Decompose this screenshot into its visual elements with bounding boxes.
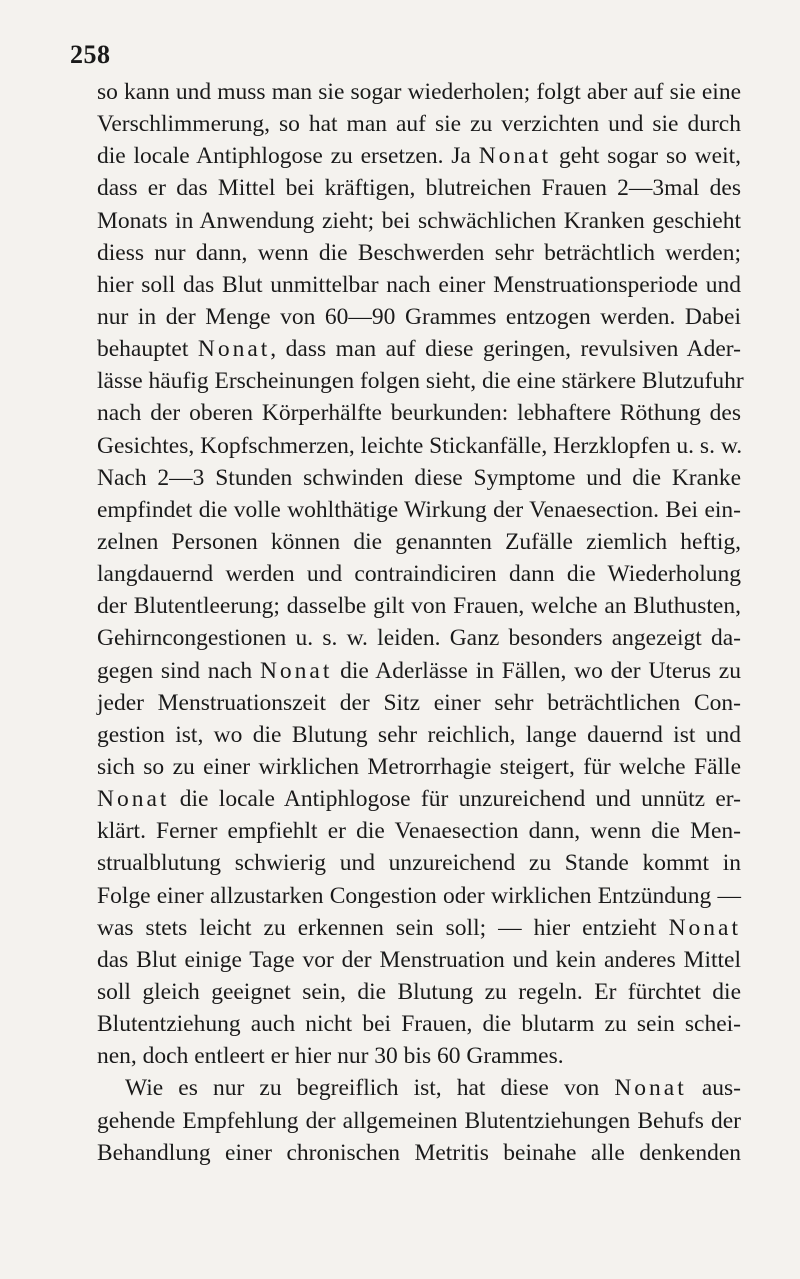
body-text <box>97 76 744 1169</box>
author-name: Nonat <box>259 657 333 684</box>
text-line: diess nur dann, wenn die Beschwerden sehr beträchtlich werden; <box>97 239 741 266</box>
author-name: Nonat <box>668 914 741 941</box>
text-line: jeder Menstruationszeit der Sitz einer sehr beträchtlichen Con- <box>97 689 741 716</box>
text-line: gehende Empfehlung der allgemeinen Blutentziehungen Behufs der <box>97 1107 741 1134</box>
author-name: Nonat <box>614 1075 687 1102</box>
text-line: Nach 2—3 Stunden schwinden diese Symptome und die Kranke <box>97 464 741 491</box>
text-line: so kann und muss man sie sogar wiederholen; folgt aber auf sie eine <box>97 79 741 105</box>
text-line: Folge einer allzustarken Congestion oder wirklichen Entzündung — <box>97 882 741 909</box>
text-line: sich so zu einer wirklichen Metrorrhagie steigert, für welche Fälle <box>97 753 741 780</box>
text-line: empfindet die volle wohlthätige Wirkung der Venaesection. Bei ein- <box>97 496 741 523</box>
paragraph-end-line: nen, doch entleert er hier nur 30 bis 60 Grammes. <box>97 1043 564 1070</box>
text-line: gegen sind nach Nonat die Aderlässe in Fällen, wo der Uterus zu <box>97 657 741 684</box>
text-line: nach der oberen Körperhälfte beurkunden: lebhaftere Röthung des <box>97 400 741 427</box>
text-line: Verschlimmerung, so hat man auf sie zu verzichten und sie durch <box>97 111 741 138</box>
text-line: dass er das Mittel bei kräftigen, blutreichen Frauen 2—3mal des <box>97 175 741 202</box>
text-line: hier soll das Blut unmittelbar nach einer Menstruationsperiode und <box>97 271 741 298</box>
author-name: Nonat <box>197 336 271 363</box>
text-line: soll gleich geeignet sein, die Blutung zu regeln. Er fürchtet die <box>97 978 741 1005</box>
text-line: nur in der Menge von 60—90 Grammes entzogen werden. Dabei <box>97 303 741 330</box>
author-name: Nonat <box>478 143 552 170</box>
paragraph-start-line: Wie es nur zu begreiflich ist, hat diese von Nonat aus- <box>125 1075 742 1102</box>
text-line: Gesichtes, Kopfschmerzen, leichte Stickanfälle, Herzklopfen u. s. w. <box>97 432 743 459</box>
page-number: 258 <box>70 40 111 69</box>
author-name: Nonat <box>97 786 170 813</box>
text-line: Monats in Anwendung zieht; bei schwächlichen Kranken geschieht <box>97 207 741 234</box>
text-line: das Blut einige Tage vor der Menstruation und kein anderes Mittel <box>97 946 741 973</box>
text-line: zelnen Personen können die genannten Zufälle ziemlich heftig, <box>97 528 741 555</box>
text-line: lässe häufig Erscheinungen folgen sieht, die eine stärkere Blutzufuhr <box>97 368 744 395</box>
text-line: Behandlung einer chronischen Metritis beinahe alle denkenden <box>97 1139 741 1166</box>
text-line: Nonat die locale Antiphlogose für unzureichend und unnütz er- <box>97 786 741 813</box>
text-line: klärt. Ferner empfiehlt er die Venaesection dann, wenn die Men- <box>97 818 741 845</box>
text-line: strualblutung schwierig und unzureichend zu Stande kommt in <box>97 850 741 877</box>
text-line: behauptet Nonat, dass man auf diese geringen, revulsiven Ader- <box>97 336 741 363</box>
text-line: Blutentziehung auch nicht bei Frauen, die blutarm zu sein schei- <box>97 1011 741 1038</box>
text-line: was stets leicht zu erkennen sein soll; — hier entzieht Nonat <box>97 914 741 941</box>
text-line: die locale Antiphlogose zu ersetzen. Ja Nonat geht sogar so weit, <box>97 143 742 170</box>
text-line: Gehirncongestionen u. s. w. leiden. Ganz besonders angezeigt da- <box>97 625 741 652</box>
text-line: der Blutentleerung; dasselbe gilt von Frauen, welche an Bluthusten, <box>97 593 741 620</box>
text-line: langdauernd werden und contraindiciren dann die Wiederholung <box>97 561 741 588</box>
text-line: gestion ist, wo die Blutung sehr reichlich, lange dauernd ist und <box>97 721 741 748</box>
